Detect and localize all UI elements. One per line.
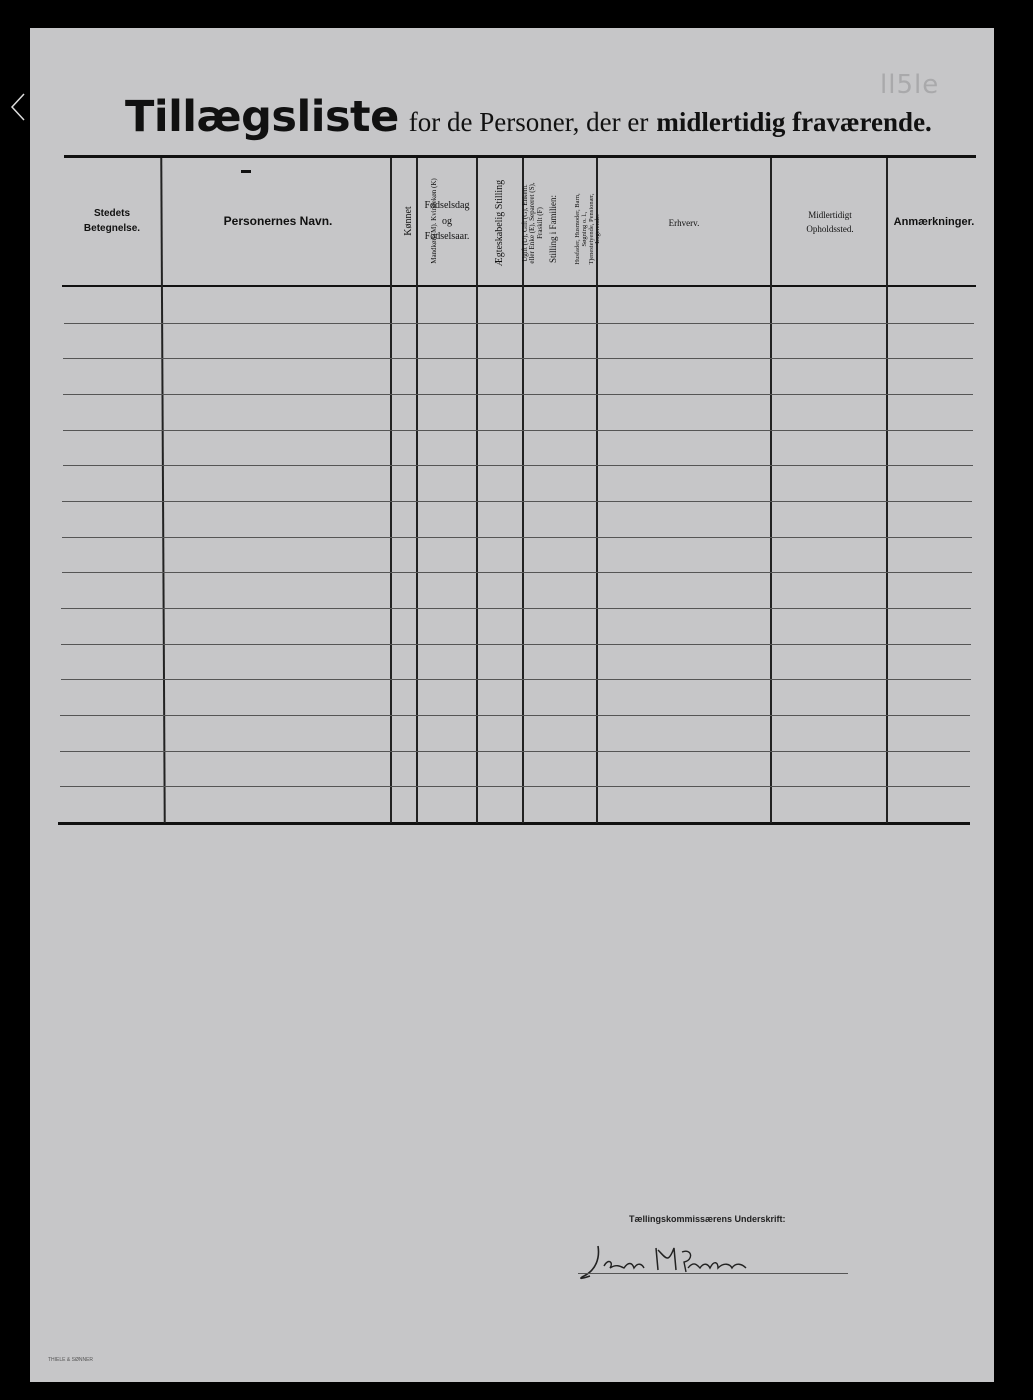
table-row-line	[61, 644, 971, 645]
table-row-line	[60, 751, 970, 752]
table-row-line	[63, 465, 973, 466]
top-rule	[64, 155, 976, 158]
bottom-rule	[58, 822, 970, 825]
header-kjonnet	[387, 161, 439, 281]
header-aegteskab	[478, 163, 544, 283]
table-row-line	[61, 608, 971, 609]
table-row-line	[61, 679, 971, 680]
kjonnet-title: Kønnet	[402, 206, 414, 236]
faded-stamp: ll5le	[880, 70, 940, 100]
header-dash	[241, 170, 251, 173]
margin-bracket-mark	[8, 92, 26, 122]
aegteskab-title: Ægteskabelig Stilling	[493, 179, 505, 267]
col-divider-7	[770, 158, 772, 823]
header-rule	[62, 285, 976, 287]
header-navn: Personernes Navn.	[223, 214, 333, 228]
signature-line	[578, 1273, 848, 1274]
table-row-line	[62, 572, 972, 573]
form-title	[125, 92, 932, 142]
header-fodsel: Fødselsdag og Fødselsaar.	[424, 200, 470, 242]
table-row-line	[62, 537, 972, 538]
printer-mark: THIELE & SØNNER	[48, 1357, 94, 1363]
table-row-line	[64, 323, 974, 324]
header-opholdssted: Midlertidigt Opholdssted.	[806, 210, 854, 235]
title-end: midlertidig fraværende.	[656, 107, 932, 137]
col-divider-8	[886, 158, 888, 823]
stilling-title: Stilling i Familien:	[547, 195, 558, 264]
title-middle: for de Personer, der er	[408, 107, 649, 137]
table-row-line	[63, 358, 973, 359]
handwritten-signature	[578, 1240, 768, 1284]
table-row-line	[60, 786, 970, 787]
signature-label: Tællingskommissærens Underskrift:	[629, 1214, 786, 1224]
stilling-sub: Husfader, Husmoder, Barn, Søgning o. l., Tjenestetyende, Pensionær, Logerende.	[574, 193, 602, 265]
header-erhverv: Erhverv.	[668, 218, 700, 228]
header-anmaerkninger: Anmærkninger.	[893, 216, 975, 228]
aegteskab-sub: Ugift (U), Gift (G), Enkem. eller Enke (E), Separeret (S), Fraskilt (F)	[521, 182, 544, 264]
kjonnet-sub: Mandkøn (M). Kvindekøn (K)	[430, 178, 439, 264]
table-row-line	[63, 394, 973, 395]
title-main: Tillægsliste	[125, 92, 399, 142]
table-row-line	[60, 715, 970, 716]
header-stilling	[532, 171, 602, 287]
table-row-line	[63, 430, 973, 431]
header-stedets: Stedets Betegnelse.	[83, 208, 141, 234]
table-row-line	[62, 501, 972, 502]
